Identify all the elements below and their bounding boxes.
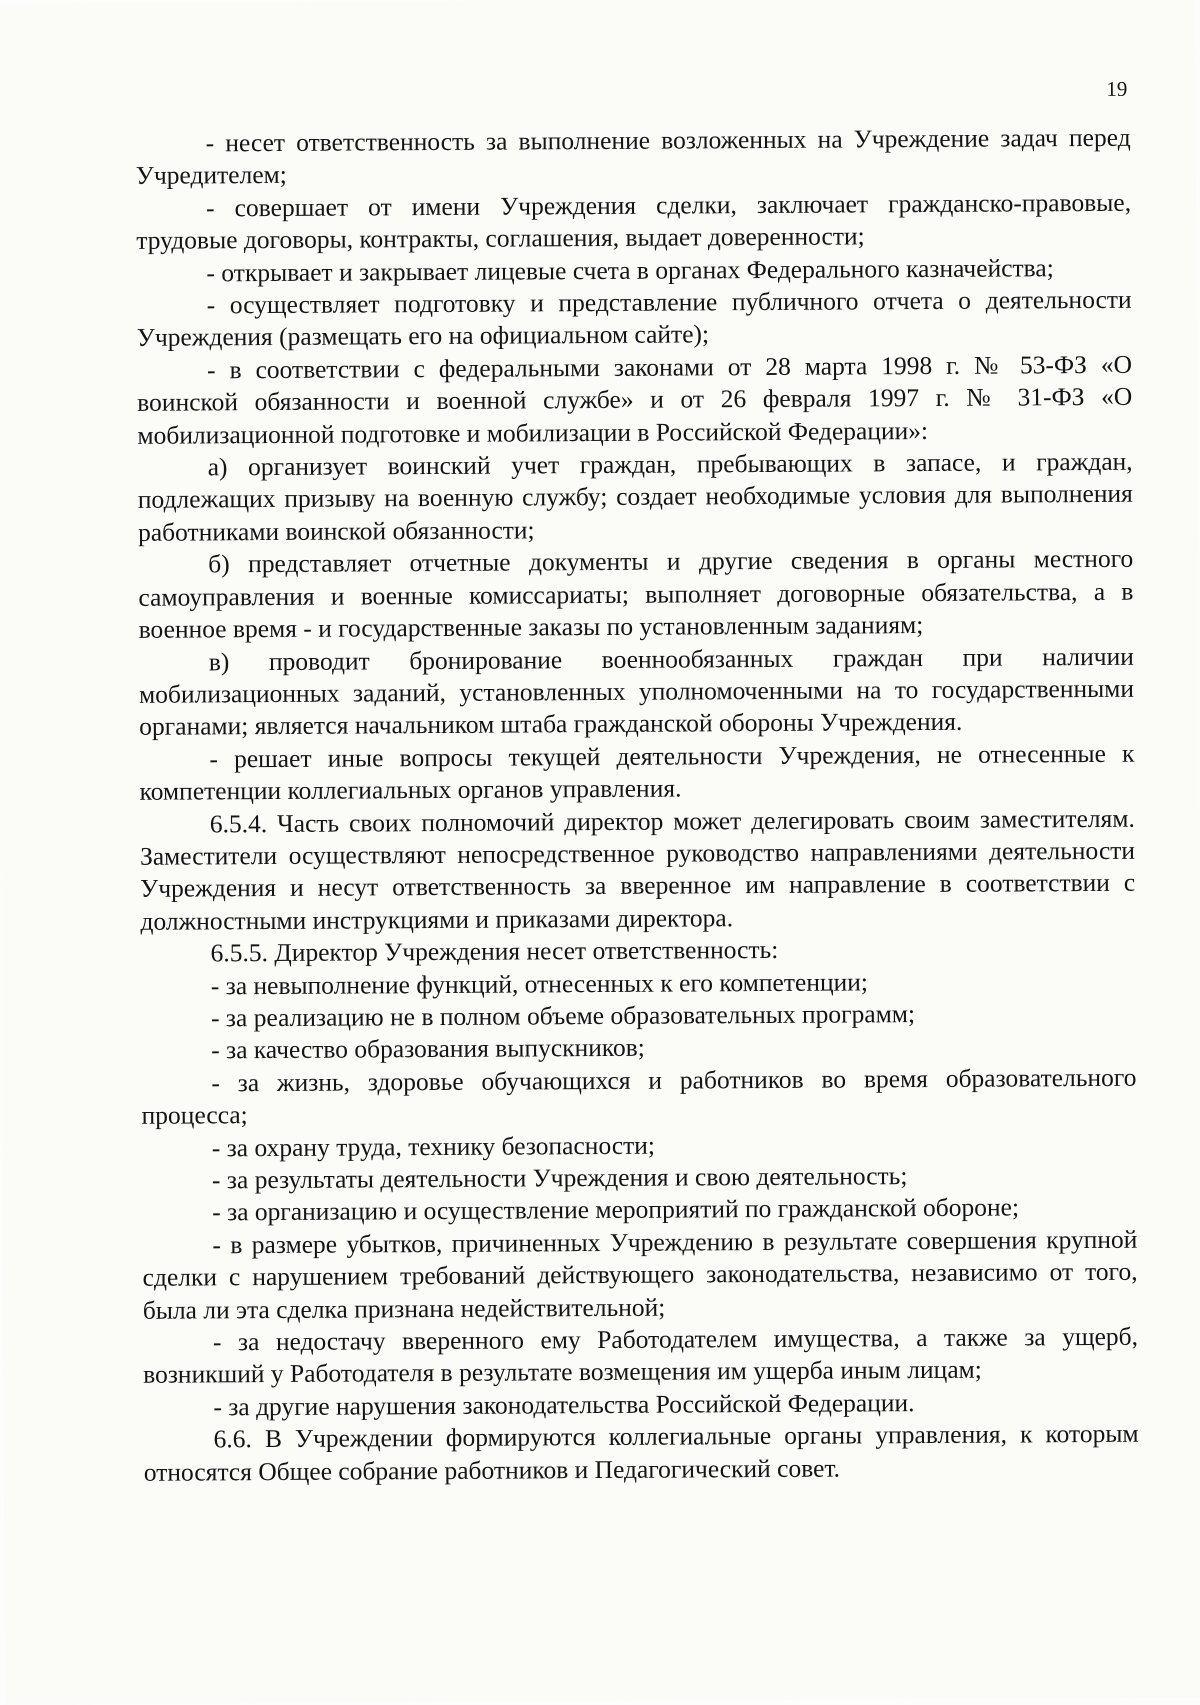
paragraph: - за реализацию не в полном объеме образовательных программ;	[210, 999, 916, 1033]
paragraph: - за жизнь, здоровье обучающихся и работников во время образовательного процесса;	[141, 1062, 1137, 1130]
paragraph: 6.5.4. Часть своих полномочий директор может делегировать своим заместителям. Заместители осуществляют непосредственное руководство направлениями деятельности Учреждения и несут ответственность за вверенное им направление в соответствии с должностными инструкциями и приказами директора.	[139, 803, 1136, 936]
paragraph: а) организует воинский учет граждан, пребывающих в запасе, и граждан, подлежащих призыву на военную службу; создает необходимые условия для выполнения работниками воинской обязанности;	[137, 446, 1133, 547]
page-number: 19	[1106, 76, 1128, 101]
paragraph: - открывает и закрывает лицевые счета в органах Федерального казначейства;	[206, 252, 1054, 288]
paragraph: - за охрану труда, технику безопасности;	[211, 1130, 656, 1162]
paragraph: 6.6. В Учреждении формируются коллегиальные органы управления, к которым относятся Общее собрание работников и Педагогический совет.	[143, 1418, 1139, 1487]
paragraph: - за невыполнение функций, отнесенных к его компетенции;	[210, 966, 869, 1000]
paragraph: 6.5.5. Директор Учреждения несет ответственность:	[210, 935, 779, 968]
document-body	[136, 122, 1139, 1489]
paragraph: - за организацию и осуществление мероприятий по гражданской обороне;	[212, 1192, 1020, 1227]
paragraph: - за недостачу вверенного ему Работодателем имущества, а также за ущерб, возникший у Работодателя в результате возмещения им ущерба иным лицам;	[143, 1321, 1139, 1390]
paragraph: - в соответствии с федеральными законами от 28 марта 1998 г. № 53-ФЗ «О воинской обязанности и военной службе» и от 26 февраля 1997 г. № 31-ФЗ «О мобилизационной подготовке и мобилизации в Российской Федерации»:	[137, 349, 1133, 450]
paragraph: - несет ответственность за выполнение возложенных на Учреждение задач перед Учредителем;	[135, 122, 1131, 191]
paragraph: - за другие нарушения законодательства Российской Федерации.	[213, 1387, 915, 1422]
paragraph: - решает иные вопросы текущей деятельности Учреждения, не отнесенные к компетенции коллегиальных органов управления.	[139, 738, 1135, 806]
paragraph: - за качество образования выпускников;	[211, 1033, 645, 1065]
paragraph: б) представляет отчетные документы и другие сведения в органы местного самоуправления и военные комиссариаты; выполняет договорные обязательства, а в военное время - и государственные заказы по установленным заданиям;	[138, 544, 1134, 644]
paragraph: - за результаты деятельности Учреждения и свою деятельность;	[211, 1161, 908, 1195]
paragraph: - осуществляет подготовку и представление публичного отчета о деятельности Учреждения (размещать его на официальном сайте);	[136, 284, 1132, 353]
paragraph: - совершает от имени Учреждения сделки, заключает гражданско-правовые, трудовые договоры, контракты, соглашения, выдает доверенности;	[136, 187, 1132, 256]
paragraph: в) проводит бронирование военнообязанных граждан при наличии мобилизационных заданий, установленных уполномоченными на то государственными органами; является начальником штаба гражданской обороны Учреждения.	[138, 641, 1135, 742]
paragraph: - в размере убытков, причиненных Учреждению в результате совершения крупной сделки с нарушением требований действующего законодательства, независимо от того, была ли эта сделка признана недействительной;	[142, 1224, 1138, 1325]
